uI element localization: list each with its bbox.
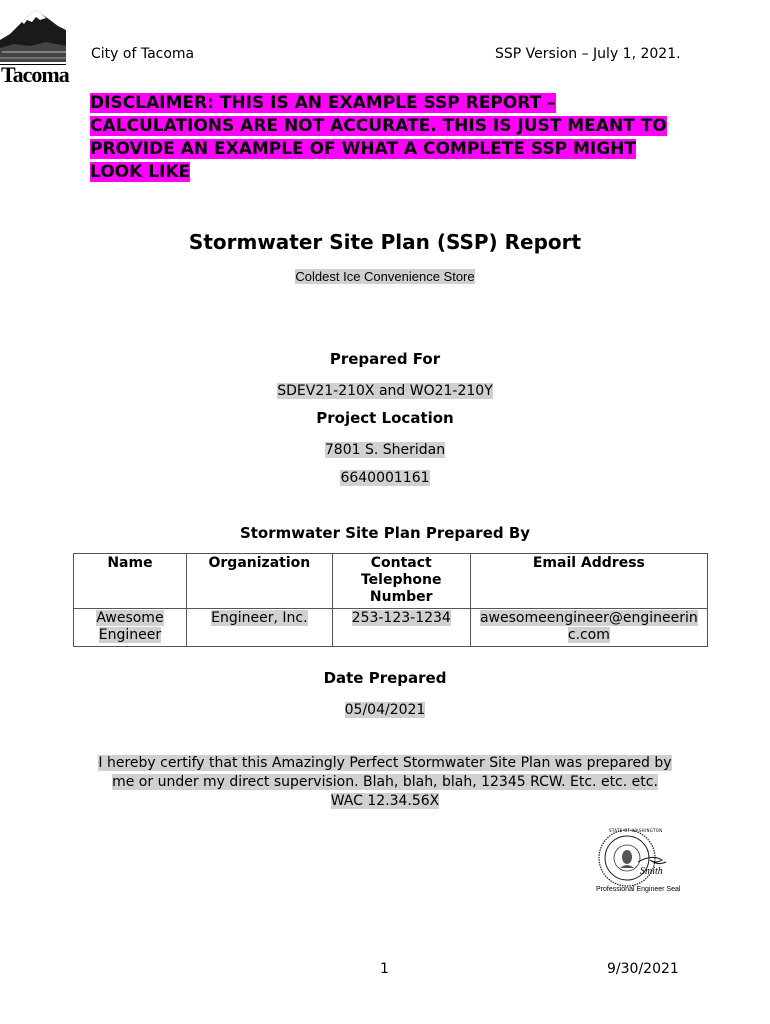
header-version: SSP Version – July 1, 2021. xyxy=(495,46,681,62)
cell-telephone xyxy=(332,609,470,647)
cell-email xyxy=(470,609,707,647)
preparer-table xyxy=(73,553,708,647)
prepared-for-heading: Prepared For xyxy=(329,350,441,368)
column-header-name: Name xyxy=(74,554,187,609)
prepared-for-wrap xyxy=(0,380,770,399)
preparer-name: Awesome Engineer xyxy=(96,610,164,643)
certification-text: I hereby certify that this Amazingly Perfect Stormwater Site Plan was prepared by me or under my direct supervision. Blah, blah, blah, 12345 RCW. Etc. etc. etc. WAC 12.34.56X xyxy=(98,755,672,809)
tacoma-logo xyxy=(0,0,69,92)
table-header-row xyxy=(74,554,708,609)
page-number: 1 xyxy=(380,961,389,977)
column-header-organization: Organization xyxy=(186,554,332,609)
prepared-for-value: SDEV21-210X and WO21-210Y xyxy=(277,383,493,399)
logo-wordmark: Tacoma xyxy=(1,62,69,87)
seal-caption: Professional Engineer Seal xyxy=(596,886,681,893)
seal-ring-text: STATE OF WASHINGTON xyxy=(609,828,663,833)
preparer-telephone: 253-123-1234 xyxy=(351,610,451,626)
date-prepared-wrap xyxy=(0,699,770,718)
project-location-heading: Project Location xyxy=(316,409,454,427)
project-parcel: 6640001161 xyxy=(340,470,430,486)
project-name: Coldest Ice Convenience Store xyxy=(295,269,475,284)
seal-signature: Smith xyxy=(640,866,663,877)
project-parcel-wrap xyxy=(0,467,770,486)
footer-date: 9/30/2021 xyxy=(607,961,679,977)
date-prepared-value: 05/04/2021 xyxy=(344,702,426,718)
prepared-by-heading: Stormwater Site Plan Prepared By xyxy=(239,524,531,542)
project-name-wrap xyxy=(0,266,770,285)
column-header-email: Email Address xyxy=(470,554,707,609)
date-prepared-heading: Date Prepared xyxy=(323,669,447,687)
table-row xyxy=(74,609,708,647)
header-organization: City of Tacoma xyxy=(91,46,195,62)
disclaimer-banner xyxy=(90,92,690,184)
column-header-telephone: Contact Telephone Number xyxy=(332,554,470,609)
preparer-email: awesomeengineer@engineerinc.com xyxy=(479,610,698,643)
certification-statement xyxy=(95,754,675,811)
page-title: Stormwater Site Plan (SSP) Report xyxy=(188,230,582,254)
project-address-wrap xyxy=(0,439,770,458)
cell-name xyxy=(74,609,187,647)
disclaimer-text: DISCLAIMER: THIS IS AN EXAMPLE SSP REPORT – CALCULATIONS ARE NOT ACCURATE. THIS IS JUST MEANT TO PROVIDE AN EXAMPLE OF WHAT A COMPLETE SSP MIGHT LOOK LIKE xyxy=(90,93,667,182)
project-address: 7801 S. Sheridan xyxy=(324,442,446,458)
preparer-organization: Engineer, Inc. xyxy=(211,610,308,626)
cell-organization xyxy=(186,609,332,647)
